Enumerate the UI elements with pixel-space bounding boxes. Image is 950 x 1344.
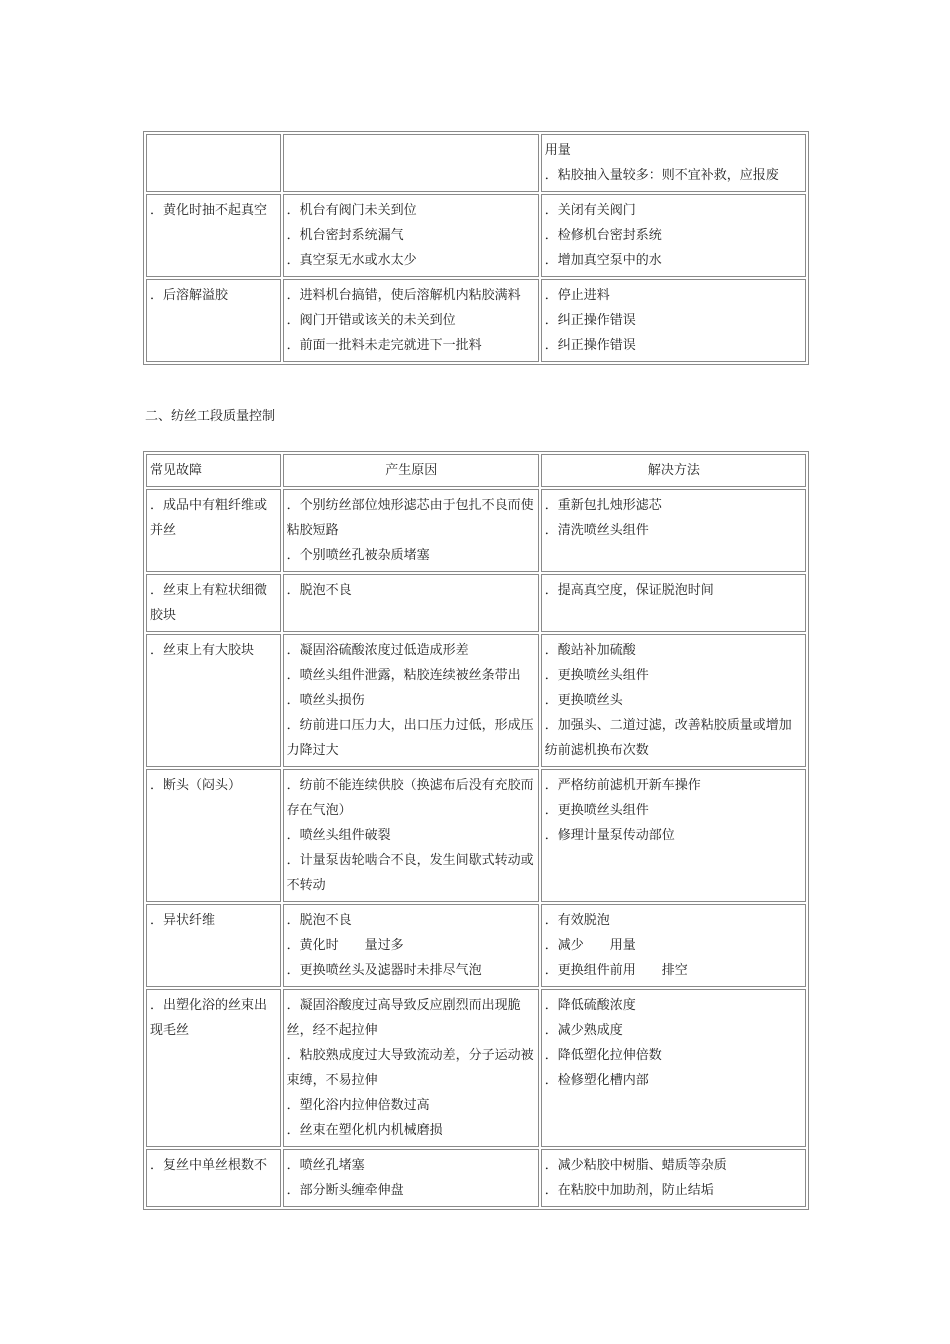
cell-solution — [541, 489, 806, 572]
cause-line: ．纺前进口压力大，出口压力过低，形成压力降过大 — [286, 718, 534, 758]
header-fault: 常见故障 — [146, 454, 281, 487]
cell-fault — [146, 489, 281, 572]
solution-line: ．降低硫酸浓度 — [544, 998, 636, 1013]
fault-line: ．后溶解溢胶 — [150, 288, 229, 303]
cell-cause — [283, 1149, 539, 1207]
solution-line: ．停止进料 — [544, 288, 610, 303]
section-heading: 二、纺丝工段质量控制 — [145, 409, 276, 424]
cell-solution — [541, 194, 806, 277]
cell-cause — [283, 574, 539, 632]
cause-line: ．阀门开错或该关的未关到位 — [286, 313, 456, 328]
cell-fault — [146, 904, 281, 987]
solution-line: ．提高真空度，保证脱泡时间 — [544, 583, 714, 598]
solution-line: ．加强头、二道过滤，改善粘胶质量或增加纺前滤机换布次数 — [544, 718, 792, 758]
solution-line: ．修理计量泵传动部位 — [544, 828, 675, 843]
fault-line: ．成品中有粗纤维或并丝 — [150, 498, 268, 538]
cause-line: ．喷丝孔堵塞 — [286, 1158, 365, 1173]
cause-line: ．黄化时 量过多 — [286, 938, 404, 953]
solution-line: ．有效脱泡 — [544, 913, 610, 928]
solution-line: ．更换喷丝头组件 — [544, 803, 649, 818]
cause-line: ．脱泡不良 — [286, 913, 352, 928]
solution-line: ．减少熟成度 — [544, 1023, 623, 1038]
cause-line: ．计量泵齿轮啮合不良，发生间歇式转动或不转动 — [286, 853, 534, 893]
solution-line: ．减少粘胶中树脂、蜡质等杂质 — [544, 1158, 727, 1173]
cell-solution — [541, 634, 806, 767]
cell-solution — [541, 1149, 806, 1207]
cell-cause — [283, 489, 539, 572]
solution-line: ．降低塑化拉伸倍数 — [544, 1048, 662, 1063]
spinning-quality-table — [143, 451, 809, 1210]
cause-line: ．粘胶熟成度过大导致流动差，分子运动被束缚，不易拉伸 — [286, 1048, 534, 1088]
table-row — [146, 574, 806, 632]
table-row — [146, 134, 806, 192]
cause-line: ．脱泡不良 — [286, 583, 352, 598]
table-row — [146, 489, 806, 572]
cell-cause — [283, 989, 539, 1147]
cell-fault — [146, 194, 281, 277]
table-row — [146, 989, 806, 1147]
solution-line: ．更换组件前用 排空 — [544, 963, 688, 978]
cell-solution — [541, 279, 806, 362]
fault-line: ．丝束上有大胶块 — [150, 643, 255, 658]
solution-line: ．关闭有关阀门 — [544, 203, 636, 218]
table-row — [146, 279, 806, 362]
cause-line: ．更换喷丝头及滤器时未排尽气泡 — [286, 963, 482, 978]
cell-solution — [541, 769, 806, 902]
cell-cause — [283, 769, 539, 902]
solution-line: ．清洗喷丝头组件 — [544, 523, 649, 538]
cell-cause — [283, 634, 539, 767]
cause-line: ．纺前不能连续供胶（换滤布后没有充胶而存在气泡） — [286, 778, 534, 818]
solution-line: ．纠正操作错误 — [544, 313, 636, 328]
solution-line: ．减少 用量 — [544, 938, 636, 953]
solution-line: ．酸站补加硫酸 — [544, 643, 636, 658]
spinning-quality-table-body — [146, 489, 806, 1207]
cell-solution — [541, 904, 806, 987]
cell-fault — [146, 769, 281, 902]
cause-line: ．机台密封系统漏气 — [286, 228, 404, 243]
cause-line: ．凝固浴硫酸浓度过低造成形差 — [286, 643, 469, 658]
solution-line: ．检修塑化槽内部 — [544, 1073, 649, 1088]
cause-line: ．喷丝头损伤 — [286, 693, 365, 708]
table-row — [146, 634, 806, 767]
solution-line: ．更换喷丝头 — [544, 693, 623, 708]
cause-line: ．部分断头缠牵伸盘 — [286, 1183, 404, 1198]
cell-fault — [146, 989, 281, 1147]
cell-fault — [146, 1149, 281, 1207]
cell-fault — [146, 574, 281, 632]
cell-cause — [283, 134, 539, 192]
solution-line: ．检修机台密封系统 — [544, 228, 662, 243]
cause-line: ．塑化浴内拉伸倍数过高 — [286, 1098, 430, 1113]
cause-line: ．丝束在塑化机内机械磨损 — [286, 1123, 443, 1138]
cell-cause — [283, 194, 539, 277]
table-row — [146, 769, 806, 902]
cell-solution — [541, 574, 806, 632]
solution-line: ．重新包扎烛形滤芯 — [544, 498, 662, 513]
solution-line: 用量 — [544, 143, 571, 158]
cause-line: ．真空泵无水或水太少 — [286, 253, 417, 268]
cause-line: ．个别纺丝部位烛形滤芯由于包扎不良而使粘胶短路 — [286, 498, 534, 538]
cause-line: ．凝固浴酸度过高导致反应剧烈而出现脆丝，经不起拉伸 — [286, 998, 521, 1038]
solution-line: ．粘胶抽入量较多：则不宜补救，应报废 — [544, 168, 779, 183]
fault-line: ．复丝中单丝根数不 — [150, 1158, 268, 1173]
fault-line: ．黄化时抽不起真空 — [150, 203, 268, 218]
table-row — [146, 904, 806, 987]
cell-solution — [541, 989, 806, 1147]
header-solution: 解决方法 — [541, 454, 806, 487]
cell-fault — [146, 279, 281, 362]
table-row — [146, 1149, 806, 1207]
cause-line: ．机台有阀门未关到位 — [286, 203, 417, 218]
solution-line: ．更换喷丝头组件 — [544, 668, 649, 683]
solution-line: ．增加真空泵中的水 — [544, 253, 662, 268]
fault-line: ．断头（闷头） — [150, 778, 242, 793]
cause-line: ．喷丝头组件泄露，粘胶连续被丝条带出 — [286, 668, 521, 683]
cell-cause — [283, 279, 539, 362]
cause-line: ．前面一批料未走完就进下一批料 — [286, 338, 482, 353]
solution-line: ．严格纺前滤机开新车操作 — [544, 778, 701, 793]
fault-table-continued-body — [146, 134, 806, 362]
cause-line: ．个别喷丝孔被杂质堵塞 — [286, 548, 430, 563]
cause-line: ．喷丝头组件破裂 — [286, 828, 391, 843]
fault-line: ．异状纤维 — [150, 913, 216, 928]
solution-line: ．纠正操作错误 — [544, 338, 636, 353]
fault-line: ．出塑化浴的丝束出现毛丝 — [150, 998, 268, 1038]
header-cause: 产生原因 — [283, 454, 539, 487]
fault-line: ．丝束上有粒状细微胶块 — [150, 583, 268, 623]
table-row — [146, 194, 806, 277]
cell-fault — [146, 634, 281, 767]
solution-line: ．在粘胶中加助剂，防止结垢 — [544, 1183, 714, 1198]
cell-solution — [541, 134, 806, 192]
fault-table-continued — [143, 131, 809, 365]
table-header-row — [146, 454, 806, 487]
cell-fault — [146, 134, 281, 192]
cell-cause — [283, 904, 539, 987]
cause-line: ．进料机台搞错，使后溶解机内粘胶满料 — [286, 288, 521, 303]
